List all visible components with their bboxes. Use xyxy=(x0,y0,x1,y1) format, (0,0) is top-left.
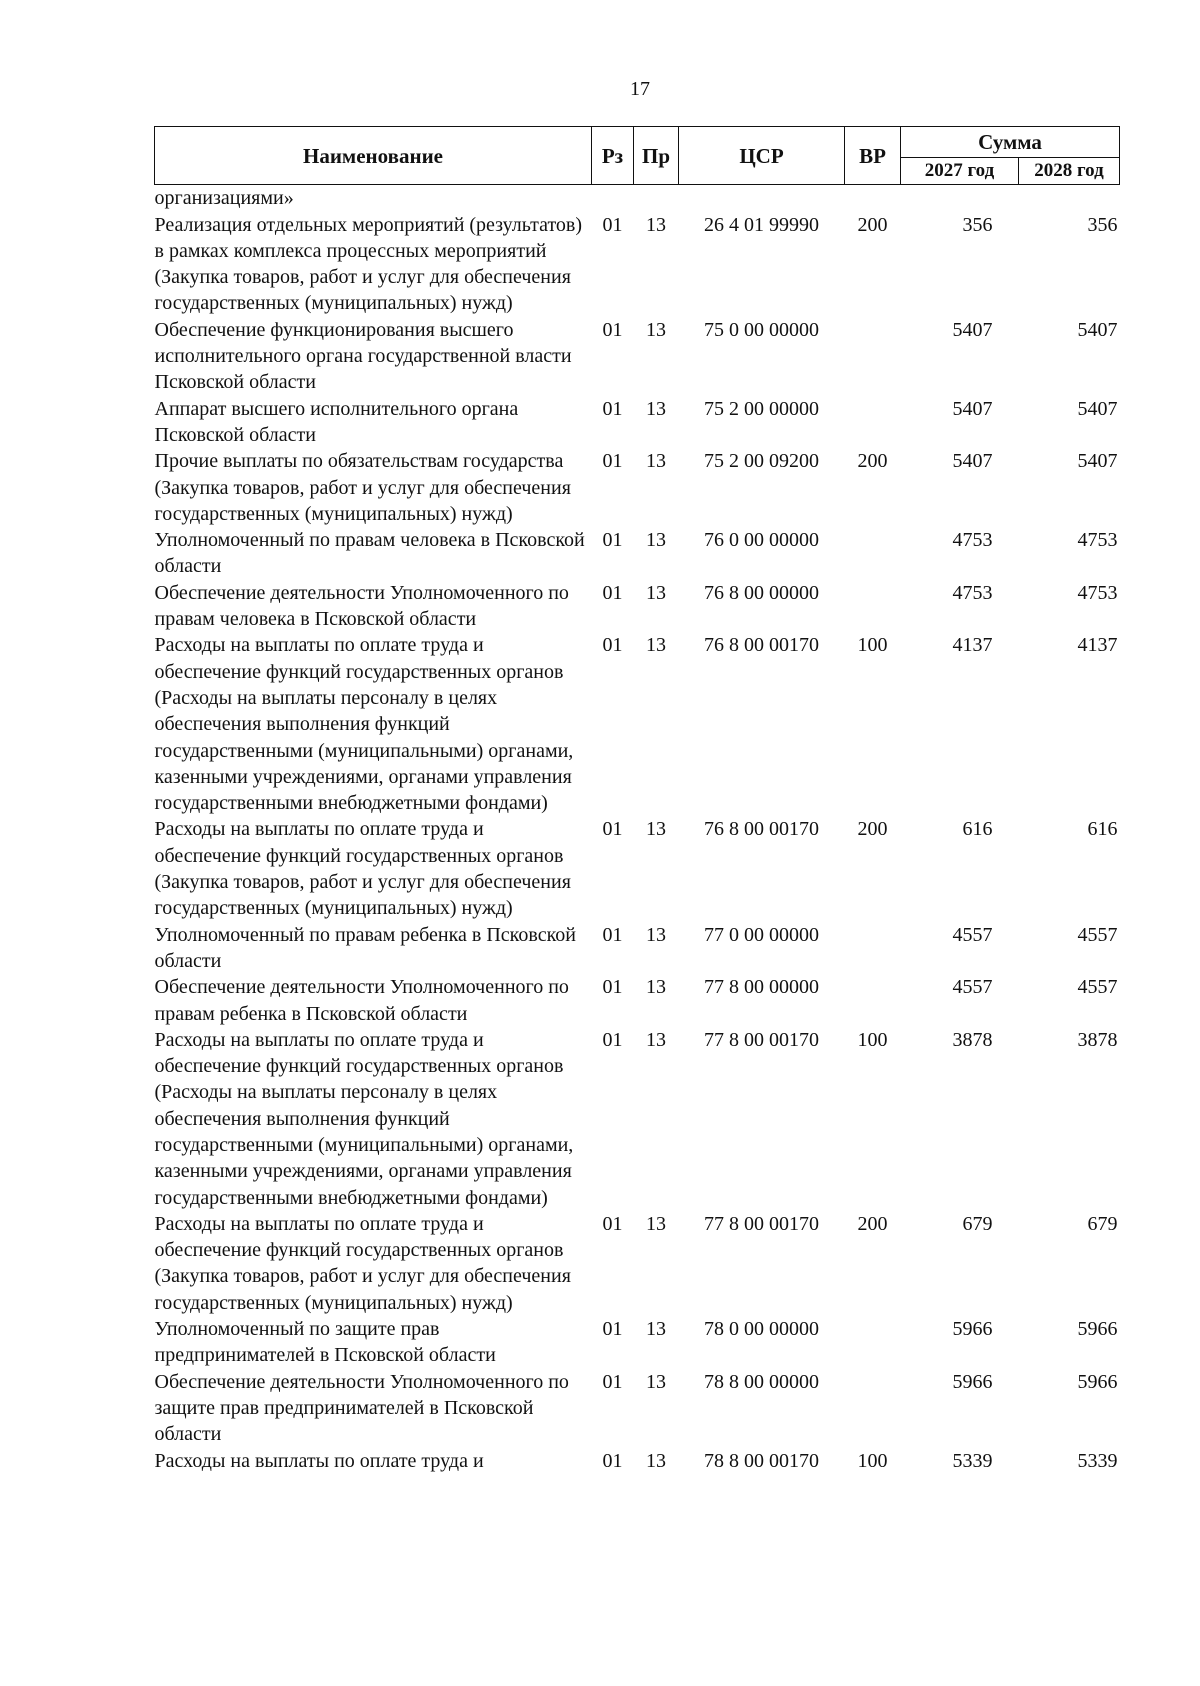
header-rz: Рз xyxy=(592,127,634,185)
row-pr: 13 xyxy=(646,450,666,473)
row-rz: 01 xyxy=(602,397,623,420)
row-sum-2028: 5407 xyxy=(1077,450,1118,473)
row-csr: 77 8 00 00000 xyxy=(704,976,819,999)
row-pr: 13 xyxy=(646,976,666,999)
row-vr xyxy=(845,974,901,1027)
row-rz: 01 xyxy=(602,318,623,341)
table-row xyxy=(155,1316,1120,1369)
row-name: Обеспечение функционирования высшего исполнительного органа государственной власти Псковской области xyxy=(154,318,572,394)
table-row xyxy=(155,922,1120,975)
row-sum-2028: 4557 xyxy=(1077,923,1118,946)
row-sum-2028: 5339 xyxy=(1077,1449,1118,1472)
row-sum-2027: 356 xyxy=(962,213,993,236)
row-pr: 13 xyxy=(646,529,666,552)
row-csr: 76 8 00 00170 xyxy=(704,634,819,657)
row-vr: 100 xyxy=(857,634,888,657)
row-pr: 13 xyxy=(646,634,666,657)
row-sum-2027: 5966 xyxy=(952,1370,993,1393)
table-row xyxy=(155,185,1120,212)
row-csr: 75 2 00 00000 xyxy=(704,397,819,420)
row-pr: 13 xyxy=(646,1370,666,1393)
row-name: Расходы на выплаты по оплате труда и обеспечение функций государственных органов (Закупка товаров, работ и услуг для обеспечения государственных (муниципальных) нужд) xyxy=(154,818,571,920)
row-csr: 75 2 00 09200 xyxy=(704,450,819,473)
budget-table xyxy=(154,126,1120,1474)
row-rz: 01 xyxy=(602,976,623,999)
table-row xyxy=(155,974,1120,1027)
row-sum-2027: 5407 xyxy=(952,450,993,473)
row-name: Расходы на выплаты по оплате труда и xyxy=(154,1449,484,1472)
row-sum-2028: 5966 xyxy=(1077,1318,1118,1341)
row-name: Расходы на выплаты по оплате труда и обеспечение функций государственных органов (Закупка товаров, работ и услуг для обеспечения государственных (муниципальных) нужд) xyxy=(154,1212,571,1314)
row-sum-2028: 4753 xyxy=(1077,581,1118,604)
row-name: Прочие выплаты по обязательствам государства (Закупка товаров, работ и услуг для обеспечения государственных (муниципальных) нужд) xyxy=(154,450,571,525)
table-row xyxy=(155,212,1120,317)
table-row xyxy=(155,317,1120,396)
row-name: Обеспечение деятельности Уполномоченного по правам человека в Псковской области xyxy=(154,581,569,631)
row-pr: 13 xyxy=(646,318,666,341)
row-csr: 76 8 00 00170 xyxy=(704,818,819,841)
row-pr: 13 xyxy=(646,397,666,420)
row-pr: 13 xyxy=(646,818,666,841)
row-pr: 13 xyxy=(646,1028,666,1051)
row-rz: 01 xyxy=(602,634,623,657)
row-pr: 13 xyxy=(646,213,666,236)
row-name: Расходы на выплаты по оплате труда и обеспечение функций государственных органов (Расходы на выплаты персоналу в целях обеспечения выполнения функций государственными (муниципальными) органами, казенными учреждениями, органами управления государственными внебюджетными фондами) xyxy=(154,634,574,815)
row-vr xyxy=(845,527,901,580)
row-csr: 77 8 00 00170 xyxy=(704,1212,819,1235)
row-csr: 77 0 00 00000 xyxy=(704,923,819,946)
row-csr: 75 0 00 00000 xyxy=(704,318,819,341)
row-csr: 78 8 00 00170 xyxy=(704,1449,819,1472)
row-name: Уполномоченный по защите прав предпринимателей в Псковской области xyxy=(154,1318,496,1367)
budget-sheet xyxy=(154,126,1119,1474)
header-vr: ВР xyxy=(845,127,901,185)
row-pr: 13 xyxy=(646,581,666,604)
row-sum-2027: 4753 xyxy=(952,581,993,604)
row-sum-2027: 5339 xyxy=(952,1449,993,1472)
row-pr: 13 xyxy=(646,923,666,946)
row-name: Аппарат высшего исполнительного органа Псковской области xyxy=(154,397,519,446)
table-row xyxy=(155,632,1120,816)
row-sum-2027: 4557 xyxy=(952,923,993,946)
row-rz: 01 xyxy=(602,1449,623,1472)
row-sum-2027: 4753 xyxy=(952,529,993,552)
row-name: Обеспечение деятельности Уполномоченного по защите прав предпринимателей в Псковской области xyxy=(154,1370,569,1446)
row-vr: 100 xyxy=(857,1028,888,1051)
row-csr: 78 0 00 00000 xyxy=(704,1318,819,1341)
page-number: 17 xyxy=(630,78,650,100)
row-rz: 01 xyxy=(602,1028,623,1051)
row-sum-2027: 5407 xyxy=(952,397,993,420)
row-vr xyxy=(845,1316,901,1369)
row-csr xyxy=(679,185,845,212)
header-year-2028: 2028 год xyxy=(1019,158,1120,185)
row-sum-2028: 5407 xyxy=(1077,397,1118,420)
row-rz: 01 xyxy=(602,581,623,604)
row-rz: 01 xyxy=(602,450,623,473)
row-sum-2028: 3878 xyxy=(1077,1028,1118,1051)
row-sum-2027 xyxy=(901,185,1019,212)
row-vr xyxy=(845,1369,901,1448)
row-sum-2028: 679 xyxy=(1087,1212,1118,1235)
row-vr xyxy=(845,317,901,396)
row-sum-2027: 3878 xyxy=(952,1028,993,1051)
table-row xyxy=(155,816,1120,921)
row-name: организациями» xyxy=(154,187,294,210)
row-csr: 76 0 00 00000 xyxy=(704,529,819,552)
table-body xyxy=(155,185,1120,1474)
table-row xyxy=(155,1027,1120,1211)
row-csr: 26 4 01 99990 xyxy=(704,213,819,236)
row-sum-2028 xyxy=(1019,185,1120,212)
row-sum-2028: 5407 xyxy=(1077,318,1118,341)
row-sum-2028: 4557 xyxy=(1077,976,1118,999)
row-rz: 01 xyxy=(602,1212,623,1235)
row-sum-2028: 4753 xyxy=(1077,529,1118,552)
row-pr xyxy=(634,185,679,212)
header-pr: Пр xyxy=(634,127,679,185)
table-row xyxy=(155,396,1120,449)
table-row xyxy=(155,527,1120,580)
row-name: Уполномоченный по правам человека в Псковской области xyxy=(154,529,585,578)
table-row xyxy=(155,580,1120,633)
table-row xyxy=(155,1211,1120,1316)
row-sum-2027: 5966 xyxy=(952,1318,993,1341)
row-csr: 76 8 00 00000 xyxy=(704,581,819,604)
row-rz: 01 xyxy=(602,529,623,552)
row-sum-2028: 356 xyxy=(1087,213,1118,236)
row-pr: 13 xyxy=(646,1449,666,1472)
row-name: Расходы на выплаты по оплате труда и обеспечение функций государственных органов (Расходы на выплаты персоналу в целях обеспечения выполнения функций государственными (муниципальными) органами, казенными учреждениями, органами управления государственными внебюджетными фондами) xyxy=(154,1028,574,1209)
row-name: Уполномоченный по правам ребенка в Псковской области xyxy=(154,923,576,972)
table-header xyxy=(155,127,1120,185)
row-name: Обеспечение деятельности Уполномоченного по правам ребенка в Псковской области xyxy=(154,976,569,1025)
row-csr: 77 8 00 00170 xyxy=(704,1028,819,1051)
row-pr: 13 xyxy=(646,1318,666,1341)
row-sum-2027: 5407 xyxy=(952,318,993,341)
row-sum-2027: 4137 xyxy=(952,634,993,657)
row-name: Реализация отдельных мероприятий (результатов) в рамках комплекса процессных мероприятий (Закупка товаров, работ и услуг для обеспечения государственных (муниципальных) нужд) xyxy=(154,213,583,315)
row-pr: 13 xyxy=(646,1212,666,1235)
row-sum-2027: 616 xyxy=(962,818,993,841)
row-vr xyxy=(845,580,901,633)
row-rz xyxy=(592,185,634,212)
row-vr xyxy=(845,185,901,212)
row-vr: 200 xyxy=(857,818,888,841)
table-row xyxy=(155,448,1120,527)
row-vr xyxy=(845,396,901,449)
row-sum-2027: 679 xyxy=(962,1212,993,1235)
row-rz: 01 xyxy=(602,213,623,236)
header-name: Наименование xyxy=(155,127,592,185)
row-rz: 01 xyxy=(602,1318,623,1341)
row-sum-2027: 4557 xyxy=(952,976,993,999)
row-rz: 01 xyxy=(602,923,623,946)
row-rz: 01 xyxy=(602,1370,623,1393)
row-csr: 78 8 00 00000 xyxy=(704,1370,819,1393)
row-sum-2028: 616 xyxy=(1087,818,1118,841)
header-sum: Сумма xyxy=(901,127,1120,158)
row-vr: 100 xyxy=(857,1449,888,1472)
row-rz: 01 xyxy=(602,818,623,841)
header-year-2027: 2027 год xyxy=(901,158,1019,185)
row-sum-2028: 5966 xyxy=(1077,1370,1118,1393)
header-csr: ЦСР xyxy=(679,127,845,185)
row-vr: 200 xyxy=(857,213,888,236)
row-vr: 200 xyxy=(857,450,888,473)
table-row xyxy=(155,1448,1120,1474)
row-vr xyxy=(845,922,901,975)
table-row xyxy=(155,1369,1120,1448)
row-vr: 200 xyxy=(857,1212,888,1235)
row-sum-2028: 4137 xyxy=(1077,634,1118,657)
